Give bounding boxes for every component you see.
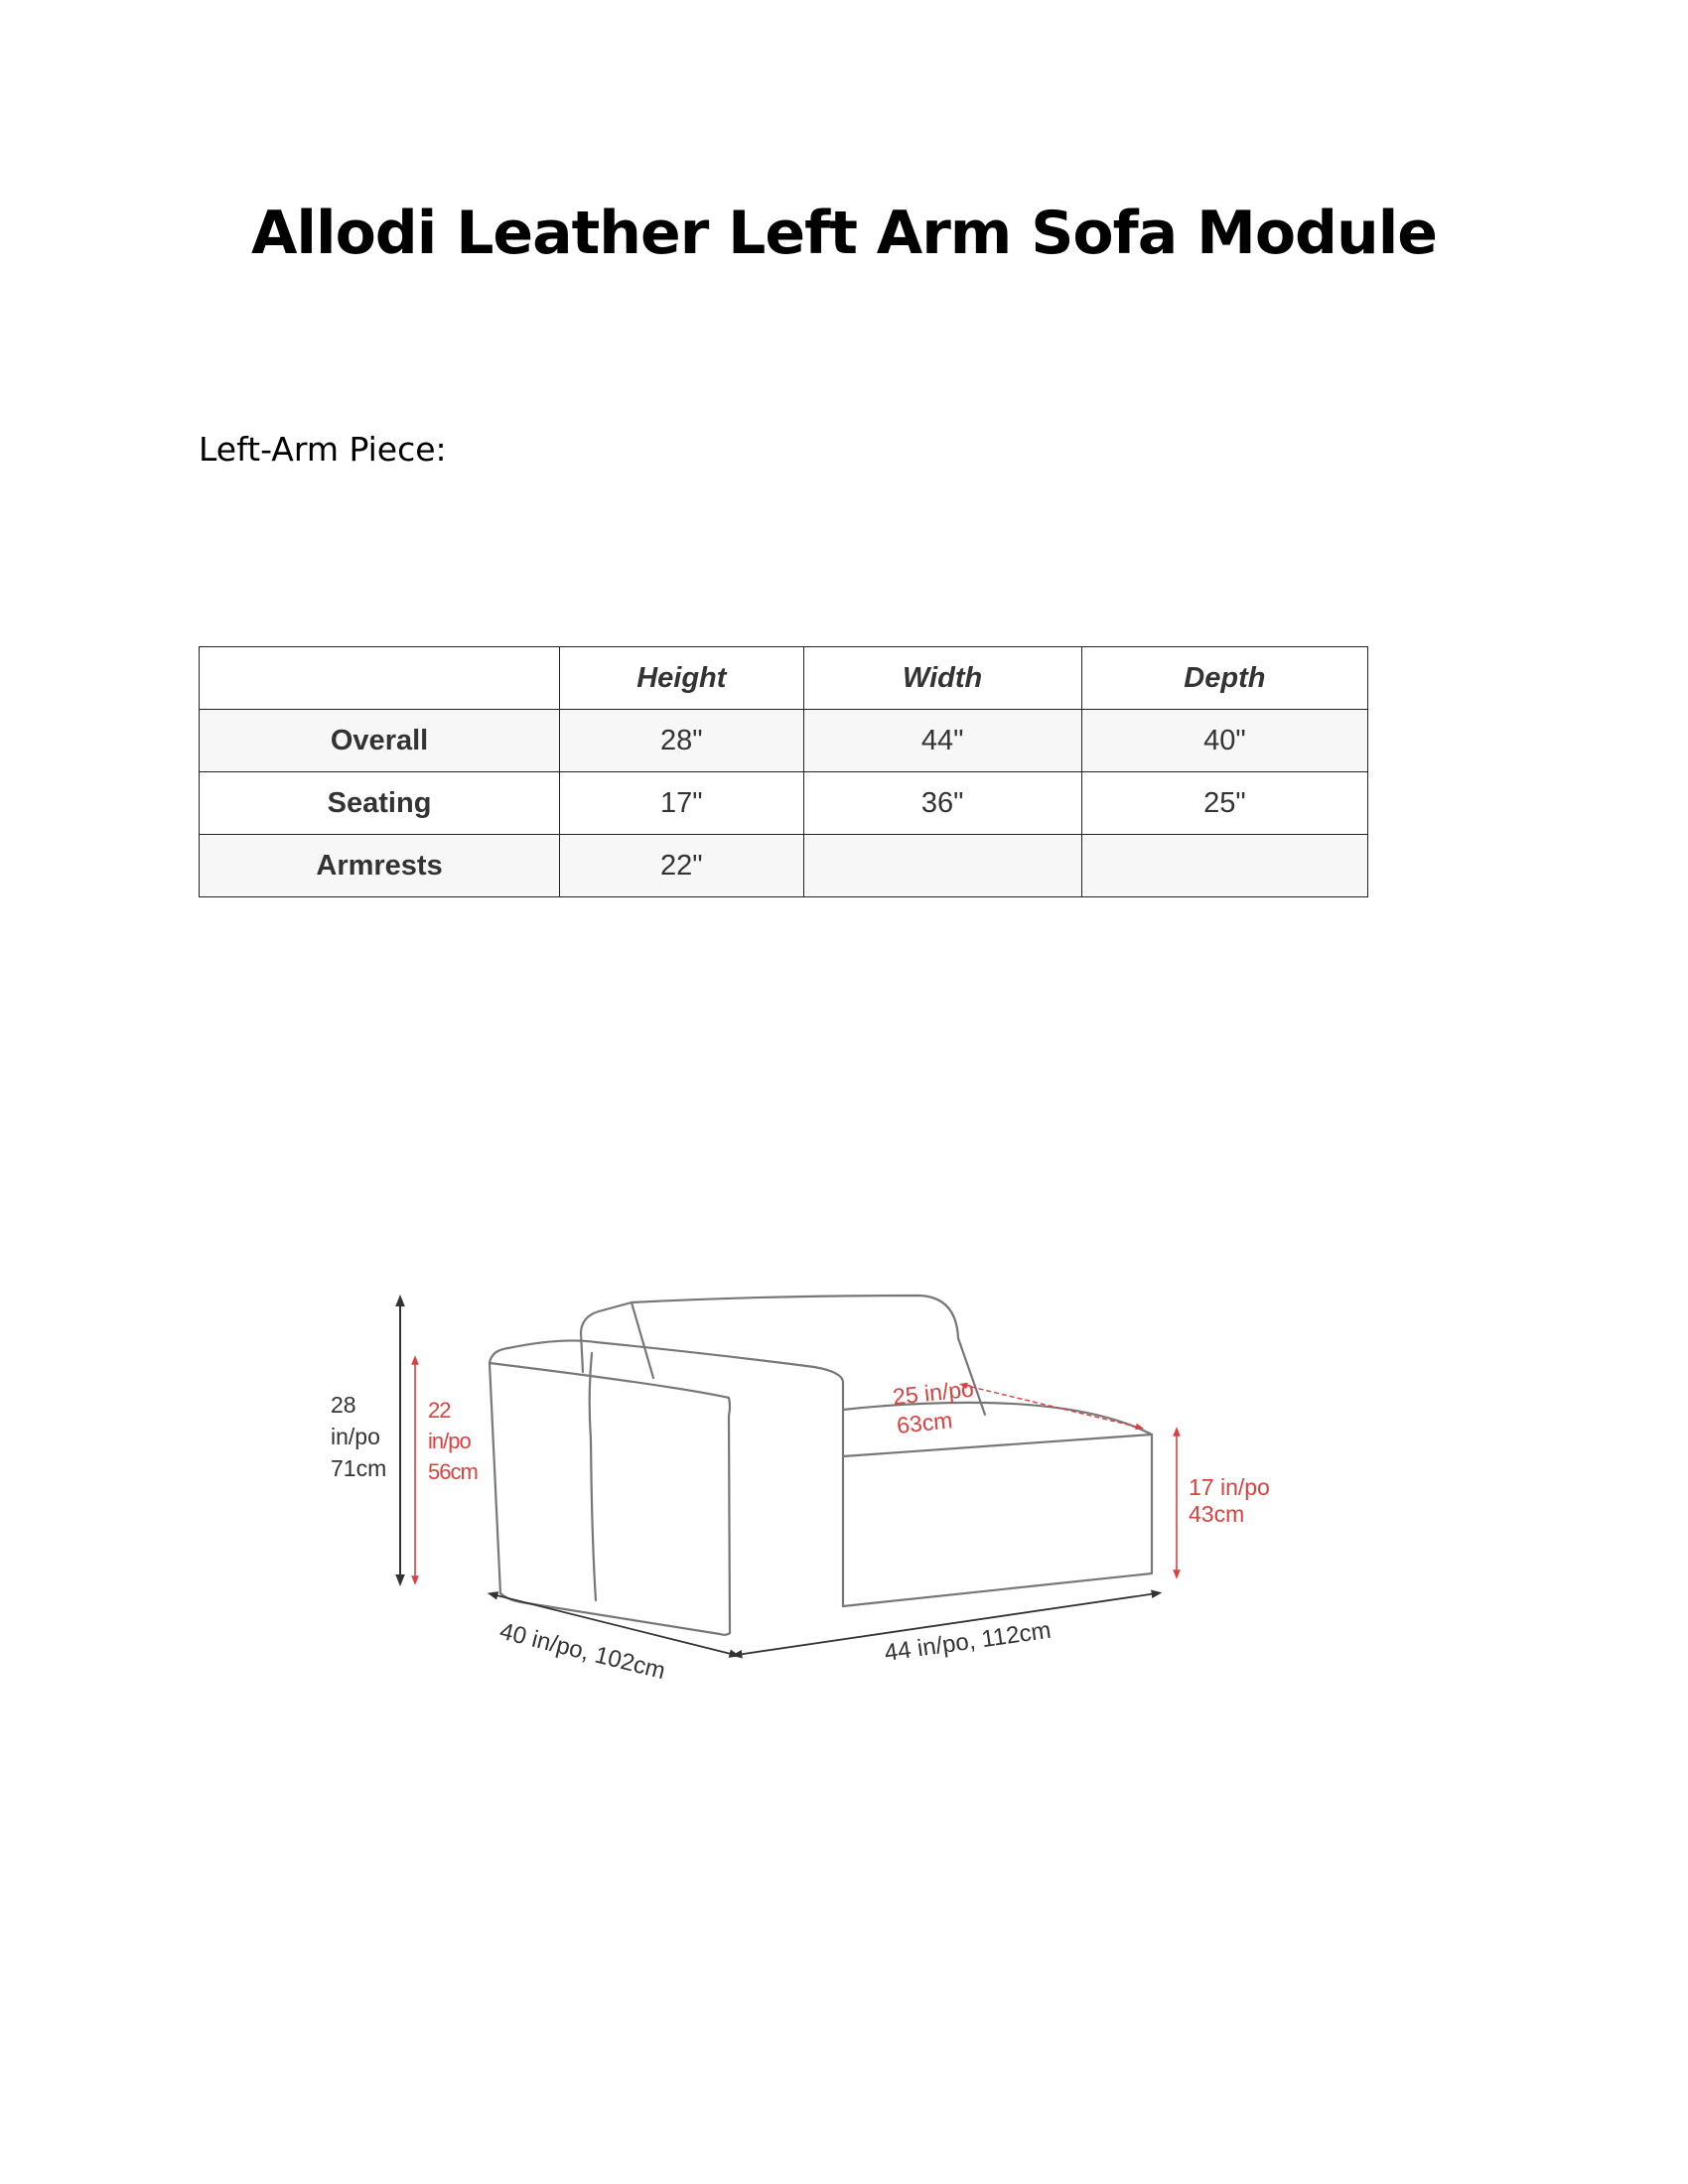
table-row bbox=[200, 835, 1368, 897]
seat-height-label-1: 17 in/po bbox=[1189, 1474, 1270, 1500]
header-depth: Depth bbox=[1081, 647, 1367, 710]
page-title: Allodi Leather Left Arm Sofa Module bbox=[251, 199, 1437, 268]
cell-depth: 40" bbox=[1081, 710, 1367, 772]
header-width: Width bbox=[803, 647, 1081, 710]
overall-height-label-2: in/po bbox=[331, 1424, 380, 1449]
seat-depth-label-2: 63cm bbox=[895, 1407, 954, 1438]
cell-depth: 25" bbox=[1081, 772, 1367, 835]
overall-height-dimension bbox=[331, 1300, 400, 1580]
armrest-height-label-1: 22 bbox=[428, 1398, 451, 1423]
width-label: 44 in/po, 112cm bbox=[883, 1616, 1054, 1667]
cell-depth bbox=[1081, 835, 1367, 897]
overall-height-label-1: 28 bbox=[331, 1392, 356, 1418]
depth-dimension bbox=[492, 1594, 735, 1685]
header-height: Height bbox=[560, 647, 803, 710]
header-blank bbox=[200, 647, 560, 710]
overall-height-label-3: 71cm bbox=[331, 1455, 387, 1481]
sofa-outline bbox=[490, 1296, 1152, 1635]
seat-height-dimension bbox=[1177, 1432, 1270, 1574]
cell-height: 22" bbox=[560, 835, 803, 897]
dimensions-table bbox=[199, 646, 1368, 897]
row-label: Overall bbox=[200, 710, 560, 772]
cell-height: 17" bbox=[560, 772, 803, 835]
sofa-dimension-diagram bbox=[298, 1221, 1291, 1717]
width-dimension bbox=[737, 1593, 1157, 1667]
section-label: Left-Arm Piece: bbox=[199, 430, 447, 469]
armrest-height-label-2: in/po bbox=[428, 1429, 471, 1453]
table-row bbox=[200, 710, 1368, 772]
depth-label: 40 in/po, 102cm bbox=[496, 1617, 668, 1686]
armrest-height-label-3: 56cm bbox=[428, 1459, 478, 1484]
row-label: Armrests bbox=[200, 835, 560, 897]
table-header-row bbox=[200, 647, 1368, 710]
cell-width bbox=[803, 835, 1081, 897]
table-row bbox=[200, 772, 1368, 835]
seat-depth-dimension bbox=[892, 1376, 1140, 1438]
cell-width: 44" bbox=[803, 710, 1081, 772]
seat-height-label-2: 43cm bbox=[1189, 1501, 1245, 1527]
seat-depth-label-1: 25 in/po bbox=[891, 1375, 975, 1410]
cell-width: 36" bbox=[803, 772, 1081, 835]
row-label: Seating bbox=[200, 772, 560, 835]
armrest-height-dimension bbox=[415, 1360, 478, 1580]
cell-height: 28" bbox=[560, 710, 803, 772]
